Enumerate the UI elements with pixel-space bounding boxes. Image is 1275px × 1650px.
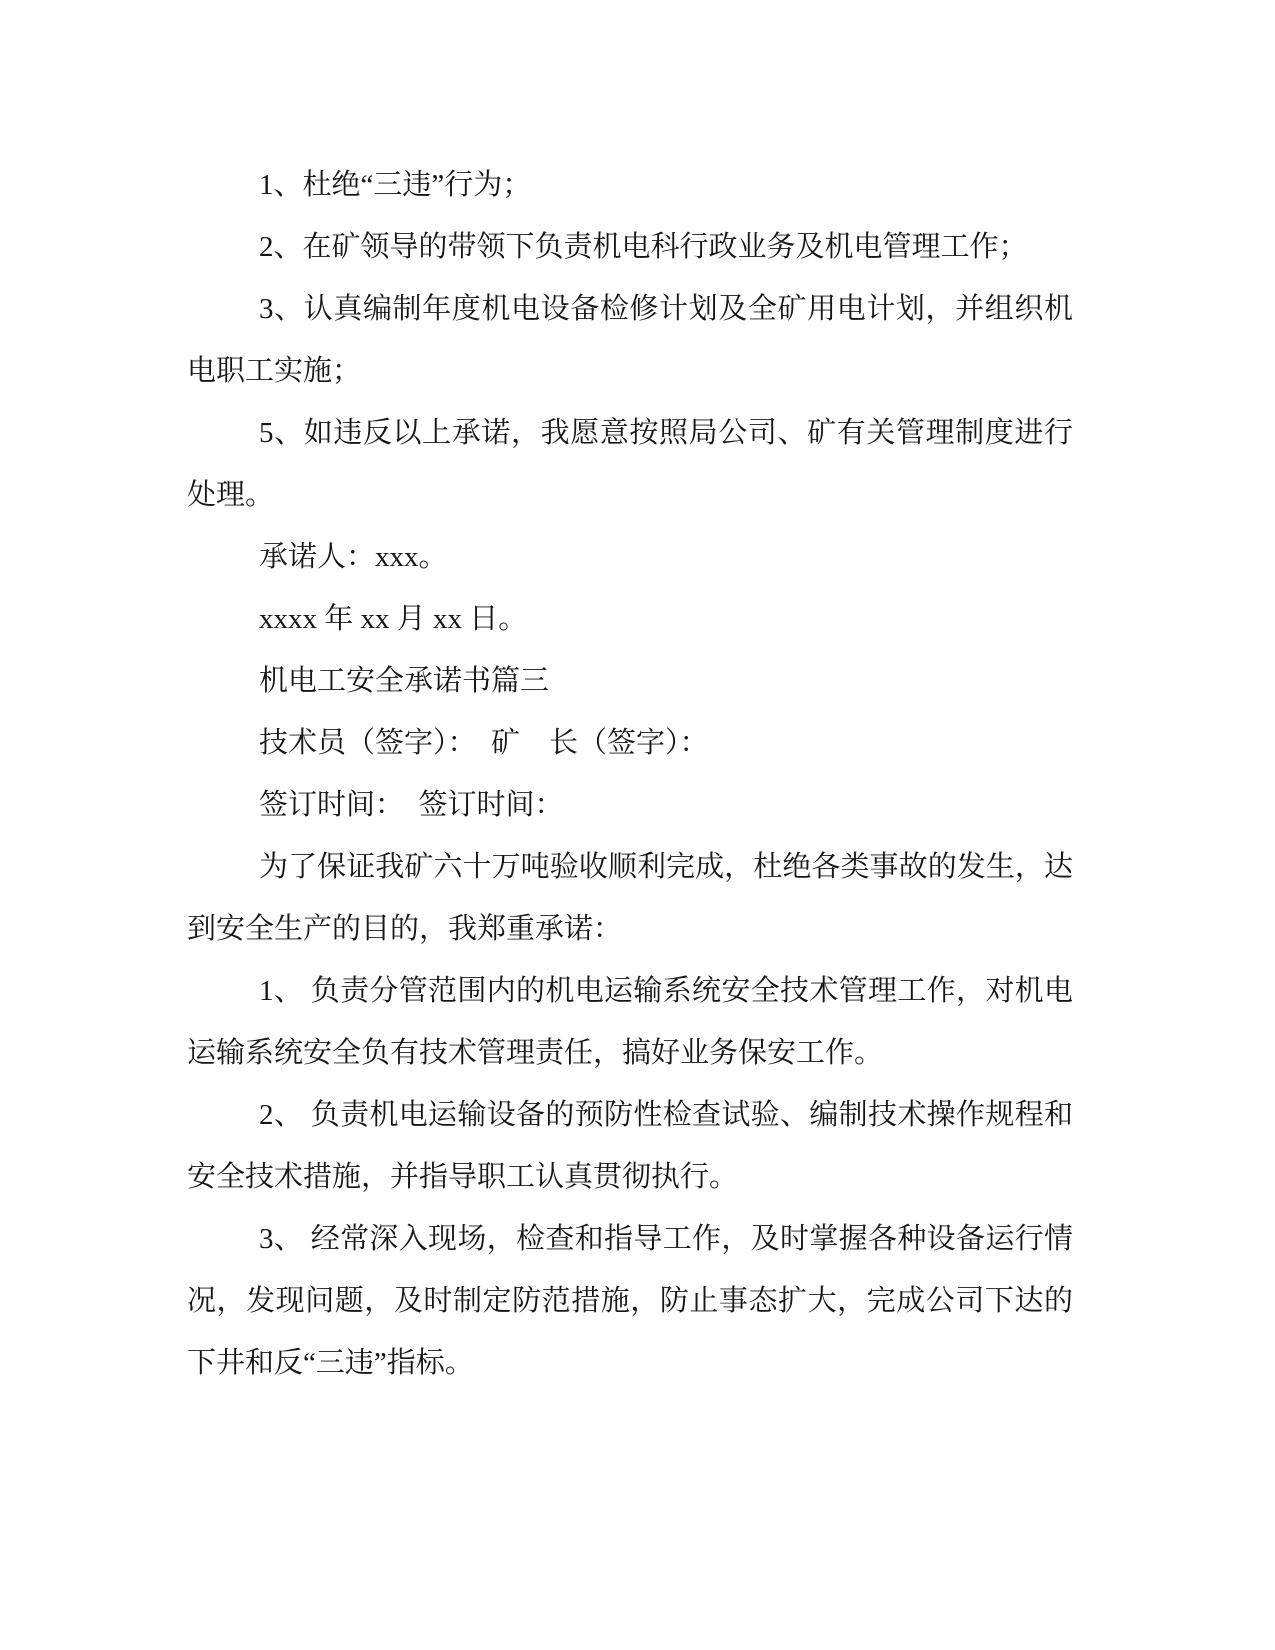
paragraph: 2、在矿领导的带领下负责机电科行政业务及机电管理工作； — [259, 231, 1028, 263]
paragraph: 为了保证我矿六十万吨验收顺利完成，杜绝各类事故的发生，达到安全生产的目的，我郑重承诺： — [187, 851, 1073, 945]
paragraph: 3、 经常深入现场，检查和指导工作，及时掌握各种设备运行情况，发现问题，及时制定防范措施，防止事态扩大，完成公司下达的下井和反“三违”指标。 — [187, 1223, 1073, 1379]
paragraph-sign-date-line: 签订时间： 签订时间： — [259, 789, 564, 821]
paragraph: 承诺人：xxx。 — [259, 541, 448, 573]
paragraph-section-title: 机电工安全承诺书篇三 — [259, 665, 550, 697]
document-body — [187, 154, 1073, 1394]
paragraph: 2、 负责机电运输设备的预防性检查试验、编制技术操作规程和安全技术措施，并指导职工认真贯彻执行。 — [187, 1099, 1073, 1193]
paragraph: 3、认真编制年度机电设备检修计划及全矿用电计划，并组织机电职工实施； — [187, 293, 1073, 387]
paragraph: 1、杜绝“三违”行为； — [259, 169, 532, 201]
paragraph: xxxx 年 xx 月 xx 日。 — [259, 603, 528, 635]
paragraph: 5、如违反以上承诺，我愿意按照局公司、矿有关管理制度进行处理。 — [187, 417, 1073, 511]
paragraph: 1、 负责分管范围内的机电运输系统安全技术管理工作，对机电运输系统安全负有技术管理责任，搞好业务保安工作。 — [187, 975, 1073, 1069]
paragraph-signature-line: 技术员（签字）： 矿 长（签字）： — [259, 727, 709, 759]
